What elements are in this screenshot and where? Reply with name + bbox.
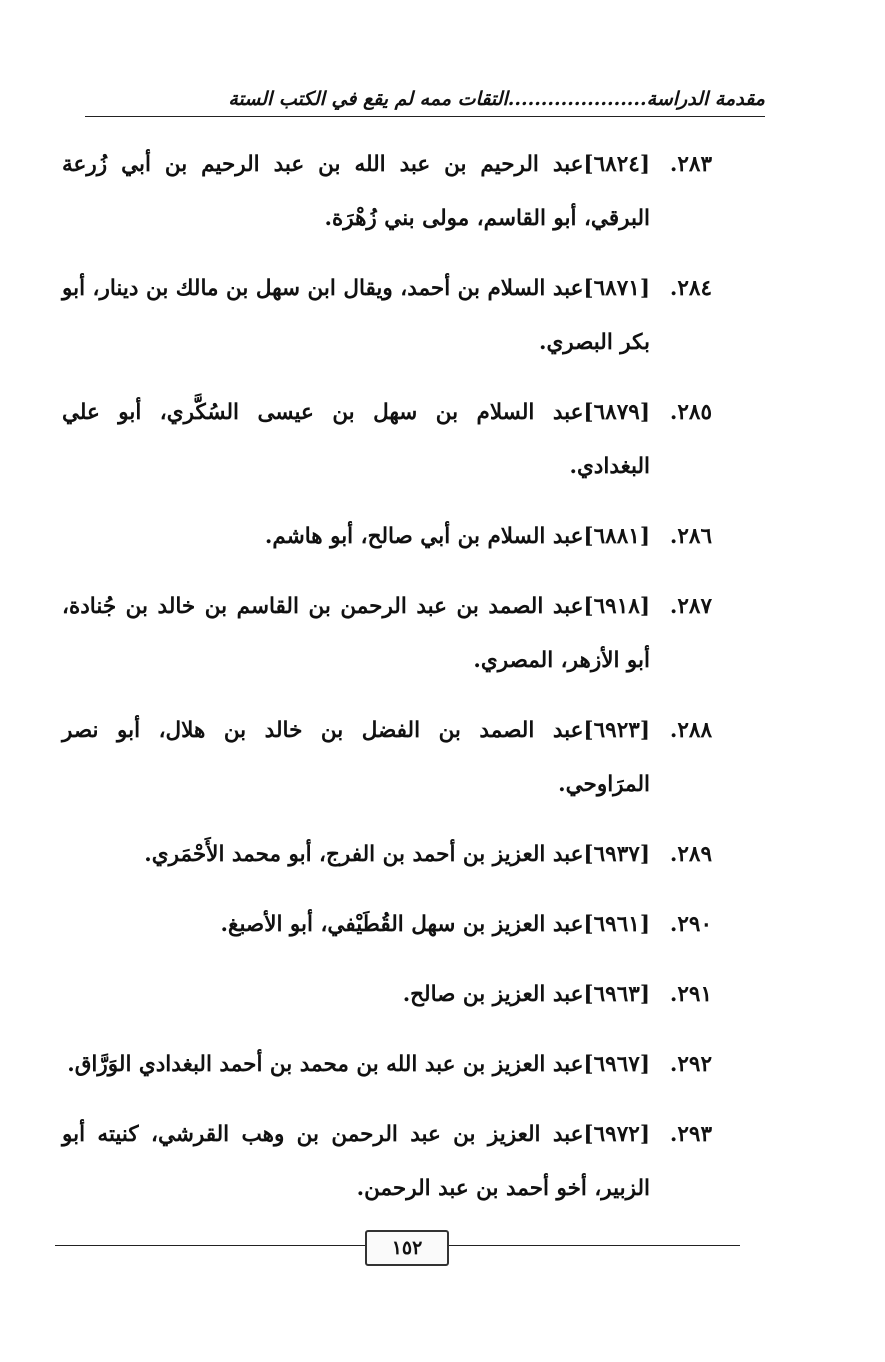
entry-number: ٢٩٠.	[669, 912, 712, 937]
entry-text: [٦٩٣٧]عبد العزيز بن أحمد بن الفرج، أبو محمد الأَحْمَري.	[144, 842, 650, 867]
entry-text: [٦٩٦٣]عبد العزيز بن صالح.	[402, 982, 650, 1007]
entry-number: ٢٨٥.	[669, 400, 712, 425]
entry-number: ٢٨٨.	[669, 718, 712, 743]
list-item	[62, 828, 712, 882]
narrator-list	[62, 138, 712, 1232]
list-item	[62, 1108, 712, 1216]
entry-number: ٢٩٢.	[669, 1052, 712, 1077]
entry-text: [٦٩١٨]عبد الصمد بن عبد الرحمن بن القاسم بن خالد بن جُنادة، أبو الأزهر، المصري.	[62, 594, 650, 673]
list-item	[62, 968, 712, 1022]
list-item	[62, 1038, 712, 1092]
list-item	[62, 704, 712, 812]
entry-text: [٦٩٧٢]عبد العزيز بن عبد الرحمن بن وهب القرشي، كنيته أبو الزبير، أخو أحمد بن عبد الرحمن.	[62, 1122, 650, 1201]
entry-text: [٦٩٢٣]عبد الصمد بن الفضل بن خالد بن هلال، أبو نصر المرَاوحي.	[62, 718, 650, 797]
footer-rule-right	[445, 1245, 740, 1246]
entry-text: [٦٨٨١]عبد السلام بن أبي صالح، أبو هاشم.	[264, 524, 650, 549]
list-item	[62, 138, 712, 246]
entry-number: ٢٨٣.	[669, 152, 712, 177]
running-header: مقدمة الدراسة.....................التقات ممه لم يقع في الكتب الستة	[85, 82, 765, 117]
list-item	[62, 898, 712, 952]
footer-rule-left	[55, 1245, 365, 1246]
list-item	[62, 510, 712, 564]
entry-text: [٦٩٦٧]عبد العزيز بن عبد الله بن محمد بن أحمد البغدادي الوَرَّاق.	[67, 1052, 650, 1077]
list-item	[62, 386, 712, 494]
entry-text: [٦٨٧٩]عبد السلام بن سهل بن عيسى السُكَّري، أبو علي البغدادي.	[62, 400, 650, 479]
entry-number: ٢٨٧.	[669, 594, 712, 619]
entry-text: [٦٩٦١]عبد العزيز بن سهل القُطَيْفي، أبو الأصبغ.	[220, 912, 650, 937]
entry-number: ٢٩١.	[669, 982, 712, 1007]
list-item	[62, 262, 712, 370]
entry-number: ٢٩٣.	[669, 1122, 712, 1147]
entry-number: ٢٨٩.	[669, 842, 712, 867]
entry-number: ٢٨٦.	[669, 524, 712, 549]
entry-text: [٦٨٧١]عبد السلام بن أحمد، ويقال ابن سهل بن مالك بن دينار، أبو بكر البصري.	[62, 276, 650, 355]
page-number: ١٥٢	[365, 1230, 449, 1266]
entry-text: [٦٨٢٤]عبد الرحيم بن عبد الله بن عبد الرحيم بن أبي زُرعة البرقي، أبو القاسم، مولى بني زُهْرَة.	[62, 152, 650, 231]
list-item	[62, 580, 712, 688]
entry-number: ٢٨٤.	[669, 276, 712, 301]
